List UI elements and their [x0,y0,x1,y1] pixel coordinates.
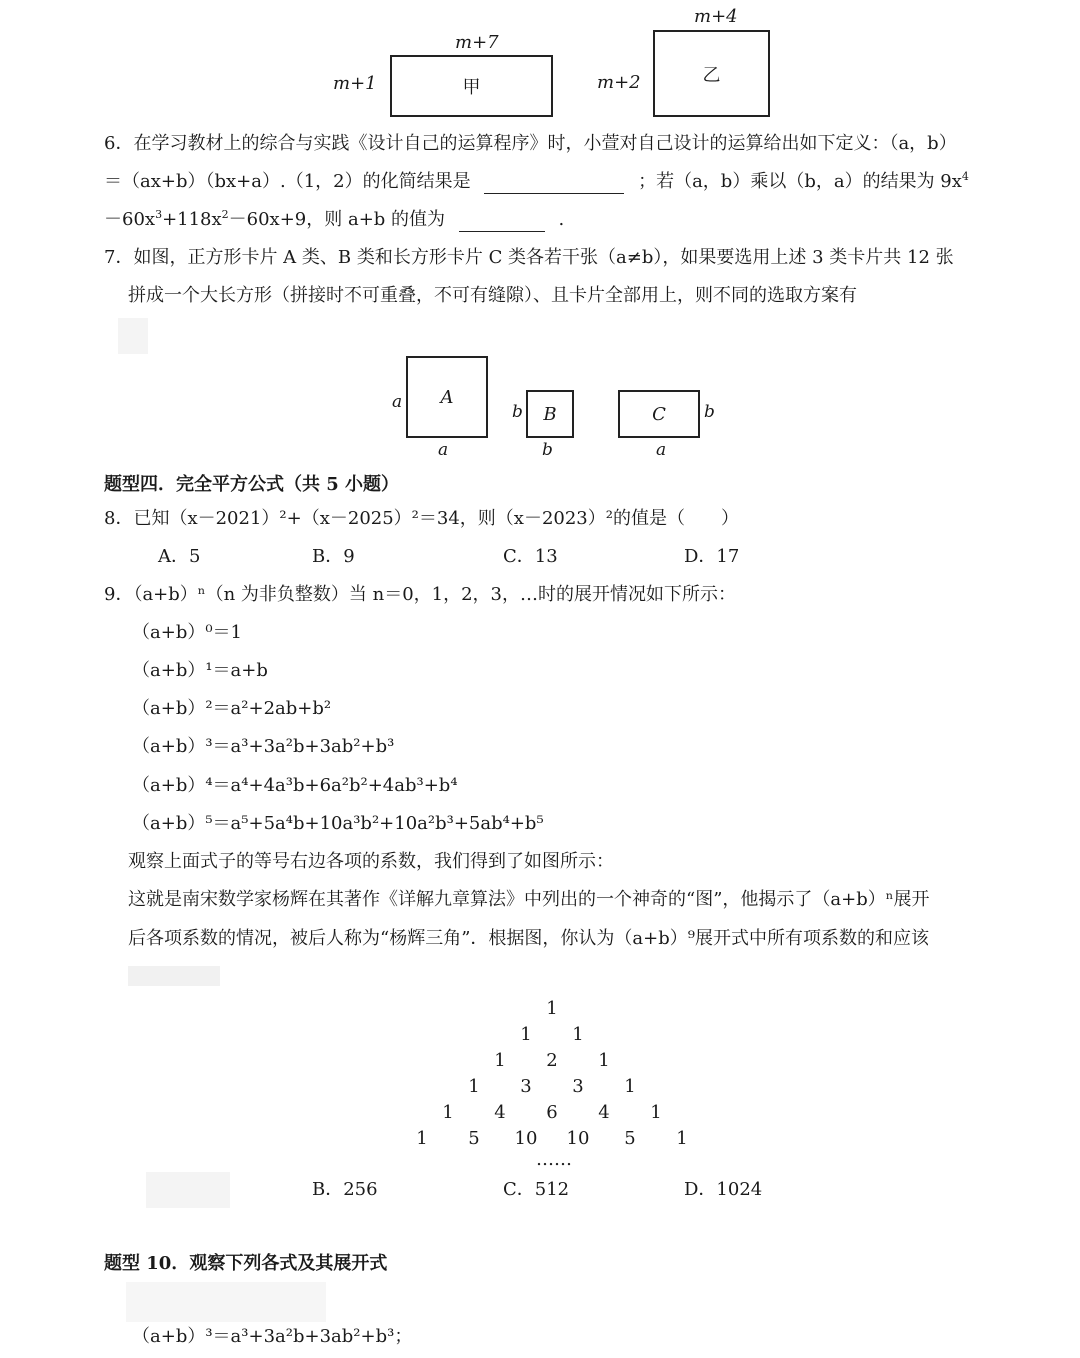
triangle-cell: 1 [572,1024,584,1045]
q6-blank-1[interactable] [484,175,624,194]
faint-blur-1 [118,318,148,354]
card-c [618,390,700,438]
q6-line2-text-a: ＝（ax+b）（bx+a）.（1，2）的化简结果是 [104,171,471,192]
q9-expansion-3: （a+b）³＝a³+3a²b+3ab²+b³ [132,736,395,757]
card-a-side-label: a [392,392,403,412]
q9-option-d[interactable]: D．1024 [684,1179,763,1200]
triangle-cell: 1 [494,1050,506,1071]
q8-stem: 8．已知（x－2021）²+（x－2025）²＝34，则（x－2023）²的值是（ ） [104,508,739,529]
triangle-cell: 1 [520,1024,532,1045]
rect-yi-side-label: m+2 [597,72,641,93]
q9-para2: 后各项系数的情况，被后人称为“杨辉三角”．根据图，你认为（a+b）⁹展开式中所有项系数的和应该 [128,928,929,949]
triangle-cell: 4 [598,1102,610,1123]
q8-option-c[interactable]: C．13 [503,546,558,567]
triangle-cell: 6 [546,1102,558,1123]
last-line: （a+b）³＝a³+3a²b+3ab²+b³； [132,1326,413,1347]
card-b-bottom-label: b [542,440,553,460]
q6-line2-text-b: ；若（a，b）乘以（b，a）的结果为 9x [638,171,962,192]
rect-jia-top-label: m+7 [455,32,499,53]
rect-yi-label: 乙 [702,64,721,86]
q6-blank-2[interactable] [459,213,545,232]
rect-jia-label: 甲 [462,77,481,98]
triangle-cell: 3 [572,1076,584,1097]
q6-line1: 6．在学习教材上的综合与实践《设计自己的运算程序》时，小萱对自己设计的运算给出如下定义：（a，b） [104,133,957,154]
section10-title: 题型 10．观察下列各式及其展开式 [104,1253,388,1274]
card-c-bottom-label: a [656,440,667,460]
triangle-ellipsis: …… [536,1149,572,1170]
triangle-cell: 10 [514,1128,538,1149]
q6-line3 [104,208,564,232]
q9-expansion-0: （a+b）⁰＝1 [132,622,243,643]
faint-blur-2 [128,966,220,986]
triangle-cell: 10 [566,1128,590,1149]
triangle-cell: 1 [650,1102,662,1123]
card-c-name: C [652,403,666,425]
triangle-cell: 5 [624,1128,636,1149]
q9-expansion-1: （a+b）¹＝a+b [132,660,268,681]
q9-observe: 观察上面式子的等号右边各项的系数，我们得到了如图所示： [128,851,614,872]
triangle-cell: 5 [468,1128,480,1149]
rect-jia-side-label: m+1 [333,73,377,94]
q6-line3-text-a: －60x [104,209,156,230]
card-a [406,356,488,438]
triangle-cell: 3 [520,1076,532,1097]
q6-line3-text-c: －60x+9，则 a+b 的值为 [228,209,446,230]
triangle-cell: 1 [598,1050,610,1071]
q6-line3-end: . [558,209,565,230]
card-c-side-label: b [704,402,715,422]
card-b-side-label: b [512,402,523,422]
rect-jia [390,55,553,117]
card-b [526,390,574,438]
triangle-cell: 1 [546,998,558,1019]
faint-blur-4 [126,1282,326,1322]
q6-line3-text-b: +118x [162,209,222,230]
triangle-cell: 1 [624,1076,636,1097]
rect-yi [653,30,770,117]
q9-option-c[interactable]: C．512 [503,1179,570,1200]
triangle-cell: 1 [468,1076,480,1097]
triangle-cell: 1 [676,1128,688,1149]
q6-line3-exp2: 2 [221,208,229,221]
q6-line3-exp1: 3 [155,208,163,221]
q9-expansion-4: （a+b）⁴＝a⁴+4a³b+6a²b²+4ab³+b⁴ [132,775,458,796]
q9-expansion-2: （a+b）²＝a²+2ab+b² [132,698,332,719]
section4-title: 题型四．完全平方公式（共 5 小题） [104,474,400,495]
triangle-cell: 4 [494,1102,506,1123]
q8-option-d[interactable]: D．17 [684,546,740,567]
q7-line1: 7．如图，正方形卡片 A 类、B 类和长方形卡片 C 类各若干张（a≠b），如果要选用上述 3 类卡片共 12 张 [104,247,954,268]
card-a-name: A [440,386,454,408]
q7-line2: 拼成一个大长方形（拼接时不可重叠，不可有缝隙）、且卡片全部用上，则不同的选取方案有 [128,285,857,306]
q8-option-b[interactable]: B．9 [312,546,355,567]
card-b-name: B [543,403,557,425]
triangle-cell: 1 [442,1102,454,1123]
triangle-cell: 1 [416,1128,428,1149]
card-a-bottom-label: a [438,440,449,460]
triangle-cell: 2 [546,1050,558,1071]
q6-line2 [104,170,969,194]
q8-option-a[interactable]: A．5 [158,546,201,567]
q6-line2-exp: 4 [961,170,969,183]
q9-stem: 9．（a+b）ⁿ（n 为非负整数）当 n＝0，1，2，3，…时的展开情况如下所示： [104,584,737,605]
q9-para1: 这就是南宋数学家杨辉在其著作《详解九章算法》中列出的一个神奇的“图”，他揭示了（a+b）ⁿ展开 [128,889,930,910]
rect-yi-top-label: m+4 [694,6,738,27]
q9-option-b[interactable]: B．256 [312,1179,378,1200]
faint-blur-3 [146,1172,230,1208]
q9-expansion-5: （a+b）⁵＝a⁵+5a⁴b+10a³b²+10a²b³+5ab⁴+b⁵ [132,813,544,834]
